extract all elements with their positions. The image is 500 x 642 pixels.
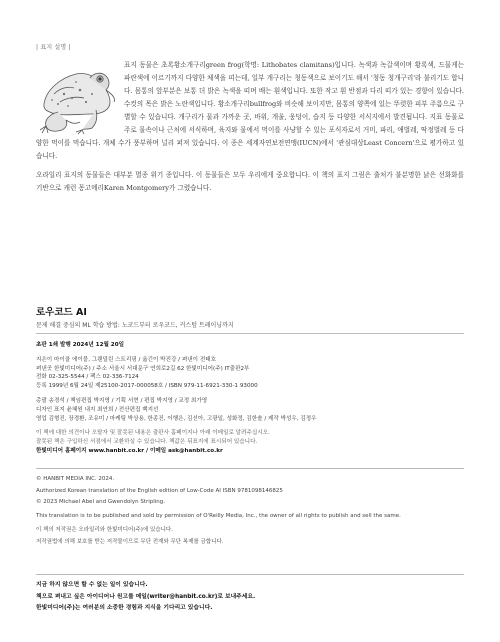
closing-line-2: 책으로 펴내고 싶은 아이디어나 원고를 메일(writer@hanbit.co.kr)로 보내주세요.: [36, 593, 256, 600]
korean-notice-2: 저작권법에 의해 보호를 받는 저작물이므로 무단 전재와 무단 복제를 금합니다.: [36, 538, 224, 545]
divider: [36, 333, 464, 334]
staff-line-1: 총괄 송경석 / 책임편집 박지영 / 기획 서현 / 편집 박지영 / 교정 최가영: [36, 397, 208, 404]
divider: [36, 574, 464, 575]
closing-line-3: 한빛미디어(주)는 여러분의 소중한 경험과 지식을 기다리고 있습니다.: [36, 605, 213, 611]
notice-line-2: 잘못된 책은 구입하신 서점에서 교환하실 수 있습니다. 책값은 뒤표지에 표시되어 있습니다.: [36, 439, 258, 446]
book-title: 로우코드 AI: [36, 307, 87, 318]
notice-line-1: 이 책에 대한 의견이나 오탈자 및 잘못된 내용은 출판사 홈페이지나 아래 이메일로 알려주십시오.: [36, 430, 270, 437]
cover-description-label: | 표지 설명 |: [36, 44, 71, 51]
copyright-block: [36, 474, 464, 548]
copyright-line: © HANBIT MEDIA INC. 2024.: [36, 476, 115, 482]
contact-line: 한빛미디어 홈페이지 www.hanbit.co.kr / 이메일 ask@hanbit.co.kr: [36, 447, 223, 454]
translation-line: Authorized Korean translation of the English edition of Low-Code AI ISBN 9781098146825: [36, 487, 283, 494]
closing-line-1: 지금 하지 않으면 할 수 없는 일이 있습니다.: [36, 582, 148, 588]
korean-notice-1: 이 책의 저작권은 오라일리와 한빛미디어(주)에 있습니다.: [36, 526, 173, 533]
cover-paragraph-2: 오라일리 표지의 동물들은 대부분 멸종 위기 종입니다. 이 동물들은 모두 우리에게 중요합니다. 이 책의 표지 그림은 출처가 불분명한 낡은 선화화를 기반으로 캐런 몽고메리Karen Montgomery가 그렸습니다.: [36, 171, 464, 192]
staff-line-3: 영업 김형진, 장경환, 조유미 / 마케팅 박상용, 한종진, 이행은, 김선아, 고광일, 성화정, 김한솔 / 제작 박성우, 김정우: [36, 415, 317, 422]
cover-description-text: [36, 59, 464, 195]
publication-info: [36, 341, 464, 456]
edition-line: 초판 1쇄 발행 2024년 12월 20일: [36, 342, 124, 348]
divider: [36, 468, 464, 469]
phone-line: 전화 02-325-5544 / 팩스 02-336-7124: [36, 374, 139, 381]
staff-line-2: 디자인 표지 윤혜원 내지 최연희 / 전산편집 백지선: [36, 406, 159, 413]
closing-message: [36, 580, 464, 615]
rights-line: © 2023 Michael Abel and Gwendolyn Stripling.: [36, 499, 166, 506]
cover-paragraph-1: 표지 동물은 초록황소개구리green frog(학명: Lithobates clamitans)입니다. 녹색과 녹갈색이며 황록색, 드물게는 파란색에 이르기까지 다양한 체색을 띠는데, 일부 개구리는 청동색으로 보이기도 해서 '청동 청개구리'라 불리기도 합니다. 몸통의 앞부분은 보통 더 밝은 녹색을 띠며 배는 흰색입니다. 또한 작고 흰 반점과 다리 띠가 있는 경향이 있습니다. 수컷의 목은 밝은 노란색입니다. 황소개구리bullfrog와 비슷해 보이지만, 몸통의 양쪽에 있는 뚜렷한 피부 주름으로 구별할 수 있습니다. 개구리가 물과 가까운 곳, 바위, 개울, 웅덩이, 습지 등 다양한 서식지에서 발견됩니다. 지표 동물로 주로 물속이나 근처에 서식하며, 육지와 물에서 먹이를 사냥할 수 있는 포식자로서 거미, 파리, 애벌레, 딱정벌레 등 다양한 먹이를 먹습니다. 개체 수가 풍부하며 널리 퍼져 있습니다. 이 종은 세계자연보전연맹(IUCN)에서 '관심대상Least Concern'으로 평가하고 있습니다.: [36, 61, 464, 160]
book-subtitle: 문제 해결 중심의 ML 학습 방법: 노코드부터 로우코드, 커스텀 트레이닝까지: [36, 322, 234, 329]
permission-line: This translation is to be published and sold by permission of O'Reilly Media, Inc., the owner of all rights to publish and sell the same.: [36, 513, 401, 520]
people-line: 지은이 마이클 에이블, 그웬덜린 스트리핑 / 옮긴이 박진강 / 펴낸이 전태호: [36, 356, 217, 363]
publisher-line: 펴낸곳 한빛미디어(주) / 주소 서울시 서대문구 연희로2길 62 한빛미디어(주) IT출판2부: [36, 365, 250, 372]
registration-line: 등록 1999년 6월 24일 제25100-2017-000058호 / ISBN 979-11-6921-330-1 93000: [36, 383, 258, 390]
